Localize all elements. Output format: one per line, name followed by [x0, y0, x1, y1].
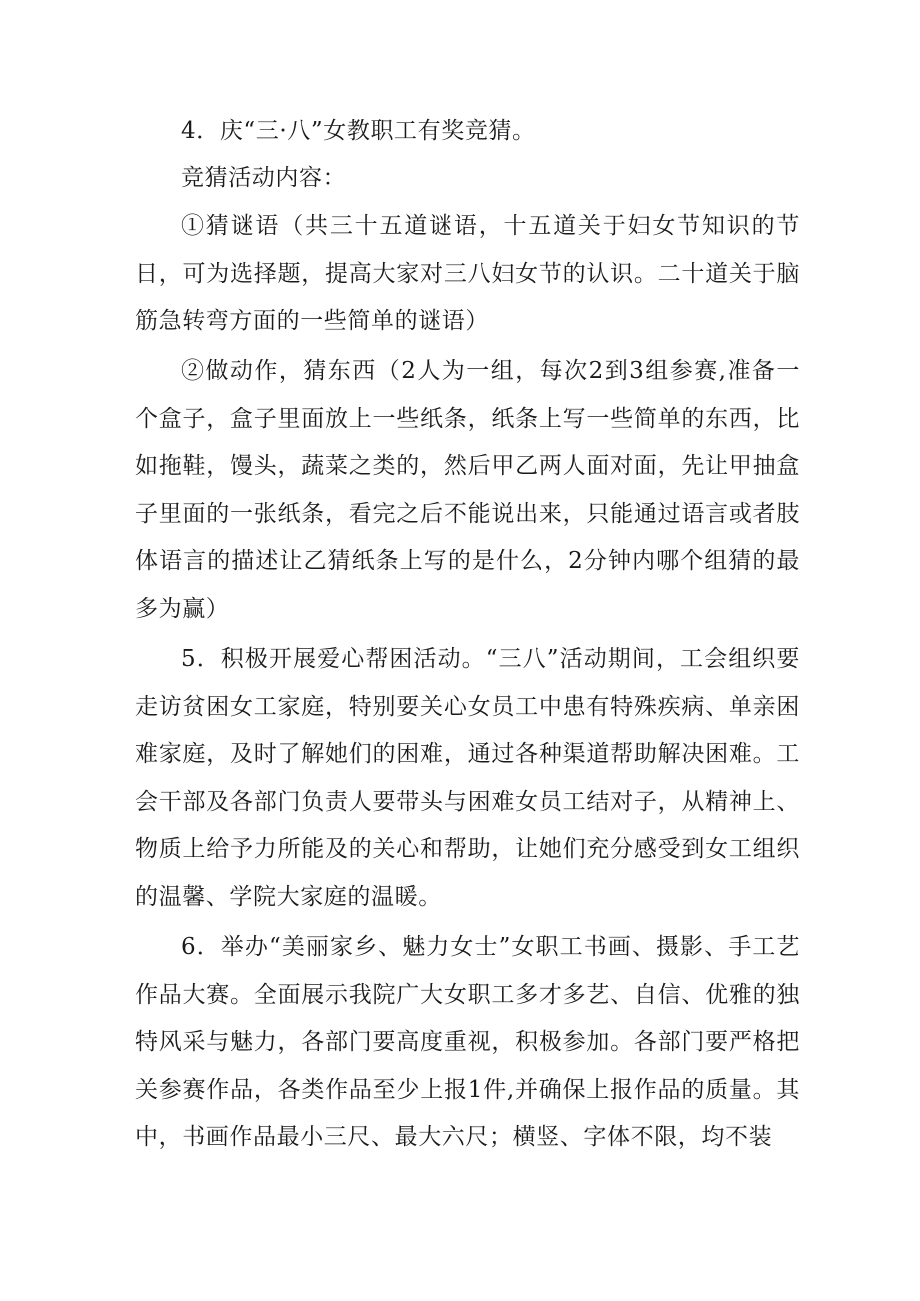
paragraph-item-4-heading: 4．庆“三·八”女教职工有奖竞猜。 [181, 118, 536, 144]
paragraph-riddles: ①猜谜语（共三十五道谜语，十五道关于妇女节知识的节日，可为选择题，提高大家对三八妇女节的认识。二十道关于脑筋急转弯方面的一些简单的谜语） [135, 213, 800, 334]
paragraph-item-6-art-contest: 6．举办“美丽家乡、魅力女士”女职工书画、摄影、手工艺作品大赛。全面展示我院广大女职工多才多艺、自信、优雅的独特风采与魅力，各部门要高度重视，积极参加。各部门要严格把关参赛作品，各类作品至少上报1件,并确保上报作品的质量。其中，书画作品最小三尺、最大六尺；横竖、字体不限，均不装 [135, 934, 800, 1150]
paragraph-item-5-care-activity: 5．积极开展爱心帮困活动。“三八”活动期间，工会组织要走访贫困女工家庭，特别要关心女员工中患有特殊疾病、单亲困难家庭，及时了解她们的困难，通过各种渠道帮助解决困难。工会干部及各部门负责人要带头与困难女员工结对子，从精神上、物质上给予力所能及的关心和帮助，让她们充分感受到女工组织的温馨、学院大家庭的温暖。 [135, 646, 800, 910]
paragraph-quiz-content-label: 竞猜活动内容： [181, 165, 347, 191]
paragraph-charades: ②做动作，猜东西（2人为一组，每次2到3组参赛,准备一个盒子，盒子里面放上一些纸条，纸条上写一些简单的东西，比如拖鞋，馒头，蔬菜之类的，然后甲乙两人面对面，先让甲抽盒子里面的一张纸条，看完之后不能说出来，只能通过语言或者肢体语言的描述让乙猜纸条上写的是什么，2分钟内哪个组猜的最多为赢） [135, 358, 800, 622]
